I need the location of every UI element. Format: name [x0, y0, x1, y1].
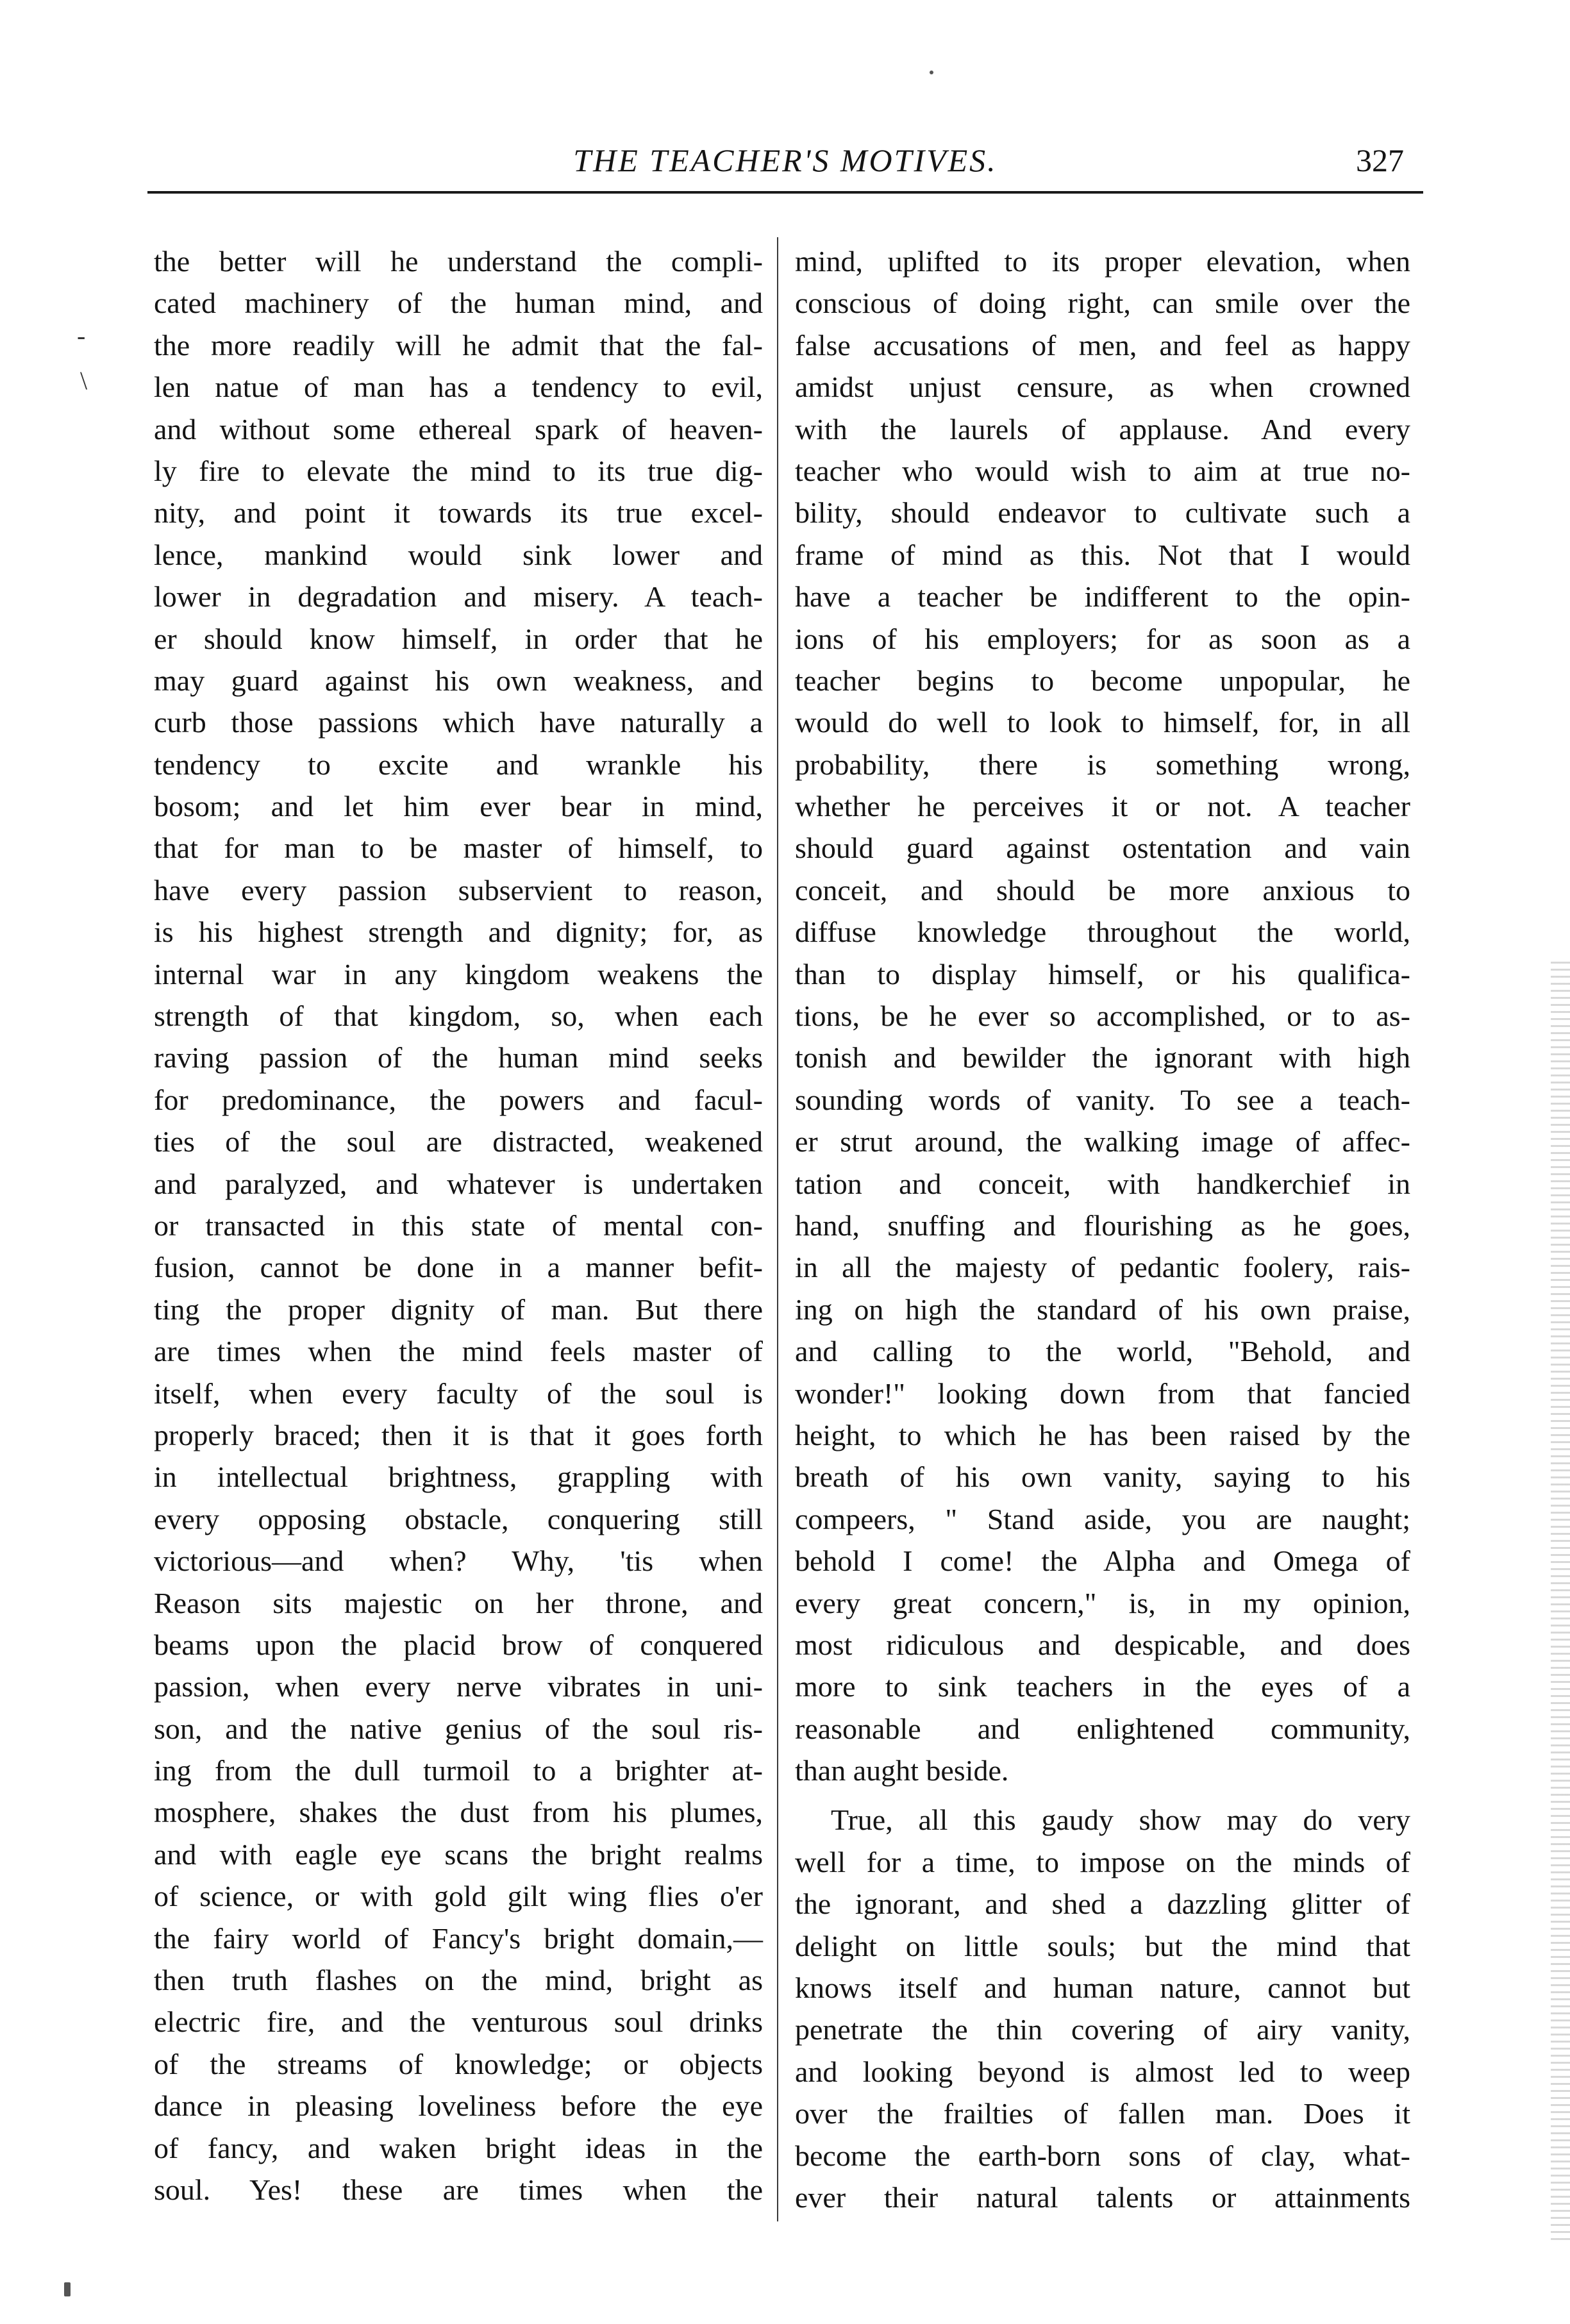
- text-line: bosom; and let him ever bear in mind,: [154, 790, 763, 823]
- text-line: tonish and bewilder the ignorant with high: [795, 1041, 1410, 1074]
- margin-mark-slash: \: [80, 366, 88, 395]
- text-line: sounding words of vanity. To see a teach-: [795, 1083, 1410, 1116]
- text-line: than aught beside.: [795, 1754, 1009, 1787]
- text-line: every great concern," is, in my opinion,: [795, 1586, 1410, 1619]
- column-divider: [777, 237, 778, 2221]
- text-line: nity, and point it towards its true excel-: [154, 496, 763, 530]
- text-line: conscious of doing right, can smile over the: [795, 287, 1410, 320]
- text-line: bility, should endeavor to cultivate such a: [795, 496, 1410, 530]
- text-line: have a teacher be indifferent to the opin-: [795, 580, 1410, 614]
- text-line: and paralyzed, and whatever is undertaken: [154, 1167, 763, 1200]
- text-line: well for a time, to impose on the minds of: [795, 1845, 1410, 1878]
- text-line: most ridiculous and despicable, and does: [795, 1628, 1410, 1661]
- text-line: and without some ethereal spark of heaven-: [154, 412, 763, 446]
- text-line: er should know himself, in order that he: [154, 622, 763, 655]
- text-line: and calling to the world, "Behold, and: [795, 1335, 1410, 1368]
- header-rule: [147, 191, 1423, 194]
- text-line: ting the proper dignity of man. But there: [154, 1292, 763, 1326]
- text-line: the ignorant, and shed a dazzling glitter of: [795, 1887, 1410, 1921]
- text-line: itself, when every faculty of the soul is: [154, 1376, 763, 1410]
- left-column: [154, 240, 763, 2211]
- text-line: curb those passions which have naturally a: [154, 706, 763, 739]
- text-line: er strut around, the walking image of affec-: [795, 1125, 1410, 1158]
- text-line: compeers, " Stand aside, you are naught;: [795, 1502, 1410, 1535]
- text-line: false accusations of men, and feel as happy: [795, 328, 1410, 362]
- text-line: internal war in any kingdom weakens the: [154, 957, 763, 991]
- text-line: more to sink teachers in the eyes of a: [795, 1670, 1410, 1703]
- right-column: [795, 240, 1410, 2218]
- text-line: become the earth-born sons of clay, what-: [795, 2139, 1410, 2172]
- text-line: and looking beyond is almost led to weep: [795, 2055, 1410, 2088]
- text-line: of fancy, and waken bright ideas in the: [154, 2131, 763, 2164]
- text-line: than to display himself, or his qualifica-: [795, 957, 1410, 991]
- text-line: beams upon the placid brow of conquered: [154, 1628, 763, 1661]
- text-line: then truth flashes on the mind, bright as: [154, 1964, 763, 1997]
- text-line: tation and conceit, with handkerchief in: [795, 1167, 1410, 1200]
- text-line: ever their natural talents or attainments: [795, 2180, 1410, 2214]
- text-line: reasonable and enlightened community,: [795, 1712, 1410, 1745]
- text-line: True, all this gaudy show may do very: [831, 1803, 1410, 1837]
- text-line: whether he perceives it or not. A teacher: [795, 790, 1410, 823]
- text-line: with the laurels of applause. And every: [795, 412, 1410, 446]
- text-line: cated machinery of the human mind, and: [154, 287, 763, 320]
- text-line: dance in pleasing loveliness before the eye: [154, 2089, 763, 2123]
- page-header: [147, 128, 1423, 199]
- text-line: amidst unjust censure, as when crowned: [795, 371, 1410, 404]
- text-line: frame of mind as this. Not that I would: [795, 538, 1410, 571]
- text-line: mind, uplifted to its proper elevation, when: [795, 245, 1410, 278]
- text-line: hand, snuffing and flourishing as he goes,: [795, 1208, 1410, 1242]
- text-line: passion, when every nerve vibrates in uni-: [154, 1670, 763, 1703]
- text-line: ties of the soul are distracted, weakened: [154, 1125, 763, 1158]
- text-line: may guard against his own weakness, and: [154, 664, 763, 697]
- margin-mark-dash: -: [77, 321, 86, 350]
- page-number: 327: [1356, 142, 1404, 178]
- scan-speck: [930, 71, 933, 74]
- text-line: fusion, cannot be done in a manner befit-: [154, 1251, 763, 1284]
- text-line: the better will he understand the compli-: [154, 245, 763, 278]
- text-line: is his highest strength and dignity; for, as: [154, 915, 763, 949]
- text-line: of science, or with gold gilt wing flies o'er: [154, 1880, 763, 1913]
- text-line: would do well to look to himself, for, in all: [795, 706, 1410, 739]
- text-line: of the streams of knowledge; or objects: [154, 2047, 763, 2080]
- text-line: lower in degradation and misery. A teach-: [154, 580, 763, 614]
- text-line: every opposing obstacle, conquering still: [154, 1502, 763, 1535]
- text-line: ing from the dull turmoil to a brighter at-: [154, 1754, 763, 1787]
- text-line: len natue of man has a tendency to evil,: [154, 371, 763, 404]
- text-line: the fairy world of Fancy's bright domain,—: [154, 1921, 763, 1955]
- text-line: for predominance, the powers and facul-: [154, 1083, 763, 1116]
- text-line: have every passion subservient to reason,: [154, 873, 763, 907]
- text-line: or transacted in this state of mental con-: [154, 1208, 763, 1242]
- text-line: ly fire to elevate the mind to its true dig-: [154, 454, 763, 487]
- text-line: teacher who would wish to aim at true no-: [795, 454, 1410, 487]
- text-line: delight on little souls; but the mind that: [795, 1929, 1410, 1962]
- text-line: electric fire, and the venturous soul drinks: [154, 2005, 763, 2039]
- text-line: son, and the native genius of the soul ris-: [154, 1712, 763, 1745]
- text-line: diffuse knowledge throughout the world,: [795, 915, 1410, 949]
- text-line: in intellectual brightness, grappling with: [154, 1460, 763, 1494]
- text-line: the more readily will he admit that the fal-: [154, 328, 763, 362]
- text-line: lence, mankind would sink lower and: [154, 538, 763, 571]
- text-line: victorious—and when? Why, 'tis when: [154, 1544, 763, 1578]
- text-line: knows itself and human nature, cannot but: [795, 1971, 1410, 2005]
- text-line: are times when the mind feels master of: [154, 1335, 763, 1368]
- text-line: teacher begins to become unpopular, he: [795, 664, 1410, 697]
- text-line: ions of his employers; for as soon as a: [795, 622, 1410, 655]
- text-line: wonder!" looking down from that fancied: [795, 1376, 1410, 1410]
- text-line: height, to which he has been raised by the: [795, 1418, 1410, 1451]
- text-line: that for man to be master of himself, to: [154, 832, 763, 865]
- text-line: behold I come! the Alpha and Omega of: [795, 1544, 1410, 1578]
- text-line: over the frailties of fallen man. Does it: [795, 2097, 1410, 2130]
- text-line: should guard against ostentation and vain: [795, 832, 1410, 865]
- text-line: and with eagle eye scans the bright realms: [154, 1837, 763, 1871]
- right-edge-scan-noise: [1551, 962, 1570, 2244]
- text-line: in all the majesty of pedantic foolery, rais-: [795, 1251, 1410, 1284]
- text-line: tendency to excite and wrankle his: [154, 748, 763, 781]
- text-line: mosphere, shakes the dust from his plumes,: [154, 1796, 763, 1829]
- text-line: conceit, and should be more anxious to: [795, 873, 1410, 907]
- text-line: raving passion of the human mind seeks: [154, 1041, 763, 1074]
- text-line: soul. Yes! these are times when the: [154, 2173, 763, 2206]
- text-line: properly braced; then it is that it goes forth: [154, 1418, 763, 1451]
- text-line: Reason sits majestic on her throne, and: [154, 1586, 763, 1619]
- text-line: tions, be he ever so accomplished, or to as-: [795, 999, 1410, 1033]
- text-line: strength of that kingdom, so, when each: [154, 999, 763, 1033]
- scan-speck: [64, 2282, 71, 2296]
- text-line: penetrate the thin covering of airy vanity,: [795, 2013, 1410, 2046]
- running-title: THE TEACHER'S MOTIVES.: [573, 142, 998, 178]
- paragraph-gap: [795, 1791, 1410, 1799]
- text-line: breath of his own vanity, saying to his: [795, 1460, 1410, 1494]
- text-line: ing on high the standard of his own praise,: [795, 1292, 1410, 1326]
- text-line: probability, there is something wrong,: [795, 748, 1410, 781]
